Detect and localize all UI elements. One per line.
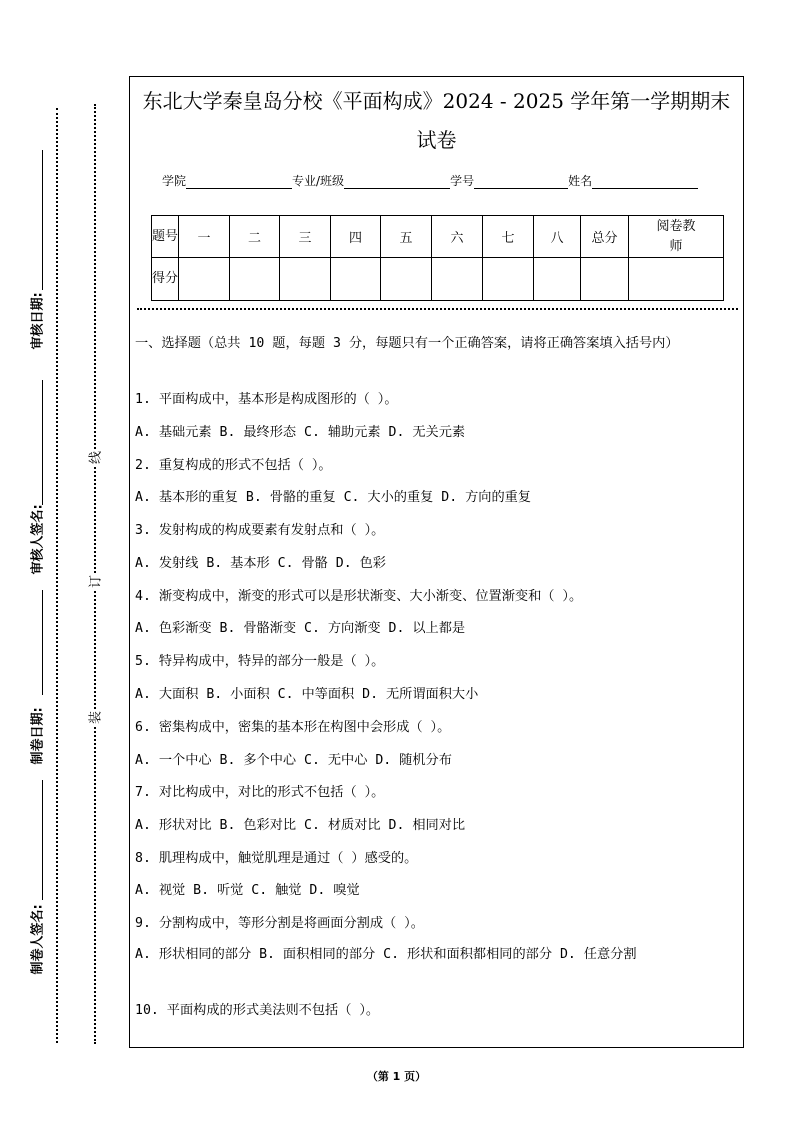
score-cell-8[interactable] (534, 258, 581, 301)
student-id-label: 学号 (450, 174, 475, 188)
question-line: 6. 密集构成中，密集的基本形在构图中会形成（ ）。 (135, 720, 451, 735)
student-info (162, 172, 698, 189)
binding-char-line: 线 (85, 450, 104, 466)
reviewer-signature-label: 审核人签名: (30, 504, 46, 575)
col-1: 一 (179, 216, 230, 258)
student-id-field[interactable] (474, 174, 568, 189)
question-line: 4. 渐变构成中，渐变的形式可以是形状渐变、大小渐变、位置渐变和（ ）。 (135, 589, 583, 604)
review-date-label: 审核日期: (30, 292, 46, 350)
name-field[interactable] (592, 174, 698, 189)
dotted-separator (137, 308, 738, 310)
row-label-question-no: 题号 (152, 216, 179, 258)
option-line: A. 大面积 B. 小面积 C. 中等面积 D. 无所谓面积大小 (135, 687, 479, 702)
option-line: A. 基本形的重复 B. 骨骼的重复 C. 大小的重复 D. 方向的重复 (135, 490, 532, 505)
col-total: 总分 (581, 216, 629, 258)
question-line: 2. 重复构成的形式不包括（ ）。 (135, 458, 332, 473)
score-cell-4[interactable] (331, 258, 381, 301)
paper-maker-signature-line (42, 780, 43, 900)
row-label-score: 得分 (152, 258, 179, 301)
option-line-wrapped: A. 形状相同的部分 B. 面积相同的部分 C. 形状和面积都相同的部分 D. 任意分割 (135, 947, 637, 962)
option-line: A. 基础元素 B. 最终形态 C. 辅助元素 D. 无关元素 (135, 425, 466, 440)
col-5: 五 (381, 216, 432, 258)
option-line: A. 视觉 B. 听觉 C. 触觉 D. 嗅觉 (135, 883, 360, 898)
question-line: 9. 分割构成中，等形分割是将画面分割成（ ）。 (135, 916, 424, 931)
option-line: A. 形状对比 B. 色彩对比 C. 材质对比 D. 相同对比 (135, 818, 466, 833)
major-class-field[interactable] (344, 174, 450, 189)
score-cell-5[interactable] (381, 258, 432, 301)
option-line: A. 色彩渐变 B. 骨骼渐变 C. 方向渐变 D. 以上都是 (135, 621, 466, 636)
paper-date-line (42, 590, 43, 695)
major-class-label: 专业/班级 (292, 174, 345, 188)
college-field[interactable] (186, 174, 292, 189)
score-cell-3[interactable] (280, 258, 331, 301)
section-intro: 一、选择题（总共 10 题，每题 3 分，每题只有一个正确答案，请将正确答案填入括号内） (135, 336, 679, 351)
col-4: 四 (331, 216, 381, 258)
score-cell-1[interactable] (179, 258, 230, 301)
score-cell-reviewer[interactable] (629, 258, 724, 301)
title-line-2: 试卷 (416, 128, 457, 152)
score-table (151, 215, 724, 301)
outer-dotted-line (56, 108, 58, 1043)
score-cell-7[interactable] (483, 258, 534, 301)
paper-maker-signature-label: 制卷人签名: (30, 904, 46, 975)
paper-date-label: 制卷日期: (30, 707, 46, 765)
binding-char-staple: 订 (85, 574, 104, 590)
col-2: 二 (230, 216, 280, 258)
option-line: A. 一个中心 B. 多个中心 C. 无中心 D. 随机分布 (135, 753, 452, 768)
title-line-1: 东北大学秦皇岛分校《平面构成》2024 - 2025 学年第一学期期末 (142, 89, 731, 113)
col-reviewer: 阅卷教师 (629, 216, 724, 258)
col-7: 七 (483, 216, 534, 258)
binding-char-bind: 装 (85, 710, 104, 726)
review-date-line (42, 150, 43, 290)
score-cell-2[interactable] (230, 258, 280, 301)
score-cell-total[interactable] (581, 258, 629, 301)
question-line: 1. 平面构成中，基本形是构成图形的（ ）。 (135, 392, 398, 407)
question-line: 3. 发射构成的构成要素有发射点和（ ）。 (135, 523, 385, 538)
option-line: A. 发射线 B. 基本形 C. 骨骼 D. 色彩 (135, 556, 386, 571)
question-line: 10. 平面构成的形式美法则不包括（ ）。 (135, 1003, 380, 1018)
col-3: 三 (280, 216, 331, 258)
question-line: 5. 特异构成中，特异的部分一般是（ ）。 (135, 654, 385, 669)
col-8: 八 (534, 216, 581, 258)
name-label: 姓名 (568, 174, 593, 188)
question-line: 8. 肌理构成中，触觉肌理是通过（ ）感受的。 (135, 851, 418, 866)
college-label: 学院 (162, 174, 187, 188)
reviewer-signature-line (42, 380, 43, 505)
score-cell-6[interactable] (432, 258, 483, 301)
question-line: 7. 对比构成中，对比的形式不包括（ ）。 (135, 785, 385, 800)
exam-title (129, 88, 744, 154)
page-footer: （第 1 页） (366, 1070, 427, 1083)
col-6: 六 (432, 216, 483, 258)
